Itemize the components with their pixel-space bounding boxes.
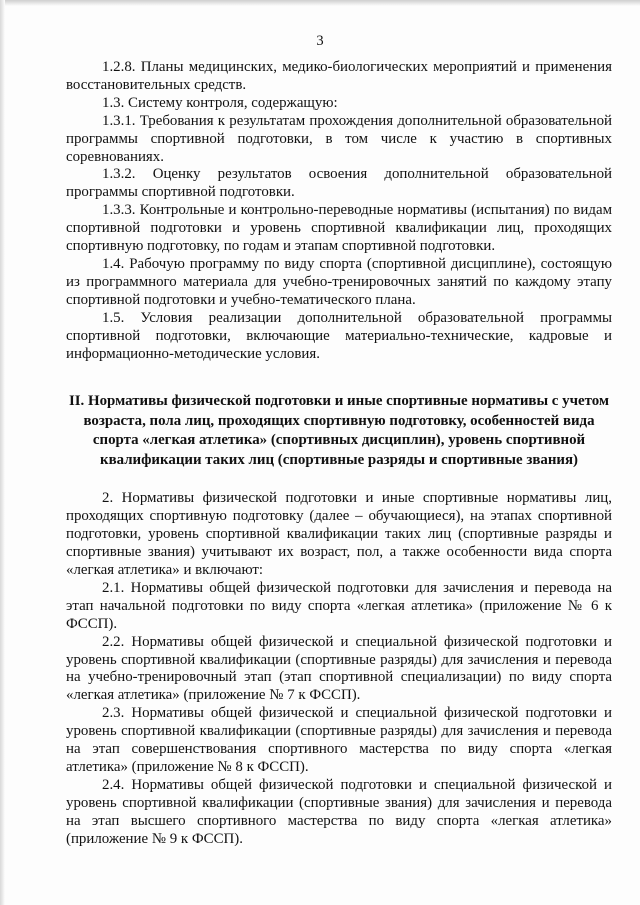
page-number: 3 [316,33,324,49]
paragraph-2-2: 2.2. Нормативы общей физической и специальной физической подготовки и уровень спортивной квалификации (спортивные разряды) для зачисления и перевода на учебно-тренировочный этап (этап спортивной специализации) по виду спорта «легкая атлетика» (приложение № 7 к ФССП). [66,633,612,704]
paragraph-2-4: 2.4. Нормативы общей физической подготовки и специальной физической и уровень спортивной квалификации (спортивные звания) для зачисления и перевода на этап высшего спортивного мастерства по виду спорта «легкая атлетика» (приложение № 9 к ФССП). [66,776,612,847]
paragraph-1-4: 1.4. Рабочую программу по виду спорта (спортивной дисциплине), состоящую из программного материала для учебно-тренировочных занятий по каждому этапу спортивной подготовки и учебно-тематического плана. [66,255,612,308]
paragraph-1-5: 1.5. Условия реализации дополнительной образовательной программы спортивной подготовки, включающие материально-технические, кадровые и информационно-методические условия. [66,309,612,362]
section-heading: II. Нормативы физической подготовки и иные спортивные нормативы с учетом возраста, пола лиц, проходящих спортивную подготовку, особенностей вида спорта «легкая атлетика» (спортивных дисциплин), уровень спортивной квалификации таких лиц (спортивные разряды и спортивные звания) [68,393,610,468]
paragraph-2-3: 2.3. Нормативы общей физической и специальной физической подготовки и уровень спортивной квалификации (спортивные разряды) для зачисления и перевода на этап совершенствования спортивного мастерства по виду спорта «легкая атлетика» (приложение № 8 к ФССП). [66,705,612,775]
scan-edge-left [0,0,5,905]
paragraph-1-3-3: 1.3.3. Контрольные и контрольно-переводные нормативы (испытания) по видам спортивной подготовки и уровень спортивной квалификации лиц, проходящих спортивную подготовку, по годам и этапам спортивной подготовки. [66,202,612,255]
scan-edge-top [0,0,640,6]
paragraph-1-3-1: 1.3.1. Требования к результатам прохождения дополнительной образовательной программы спортивной подготовки, в том числе к участию в спортивных соревнованиях. [66,112,612,165]
paragraph-1-3: 1.3. Систему контроля, содержащую: [102,94,338,111]
document-body [66,59,612,849]
paragraph-2-1: 2.1. Нормативы общей физической подготовки для зачисления и перевода на этап начальной подготовки по виду спорта «легкая атлетика» (приложение № 6 к ФССП). [66,579,612,632]
paragraph-1-3-2: 1.3.2. Оценку результатов освоения дополнительной образовательной программы спортивной подготовки. [66,166,612,201]
paragraph-1-2-8: 1.2.8. Планы медицинских, медико-биологических мероприятий и применения восстановительных средств. [66,59,612,93]
paragraph-2: 2. Нормативы физической подготовки и иные спортивные нормативы лиц, проходящих спортивную подготовку (далее – обучающиеся), на этапах спортивной подготовки, уровень спортивной квалификации таких лиц (спортивные разряды и спортивные звания) учитывают их возраст, пол, а также особенности вида спорта «легкая атлетика» и включают: [66,490,612,579]
